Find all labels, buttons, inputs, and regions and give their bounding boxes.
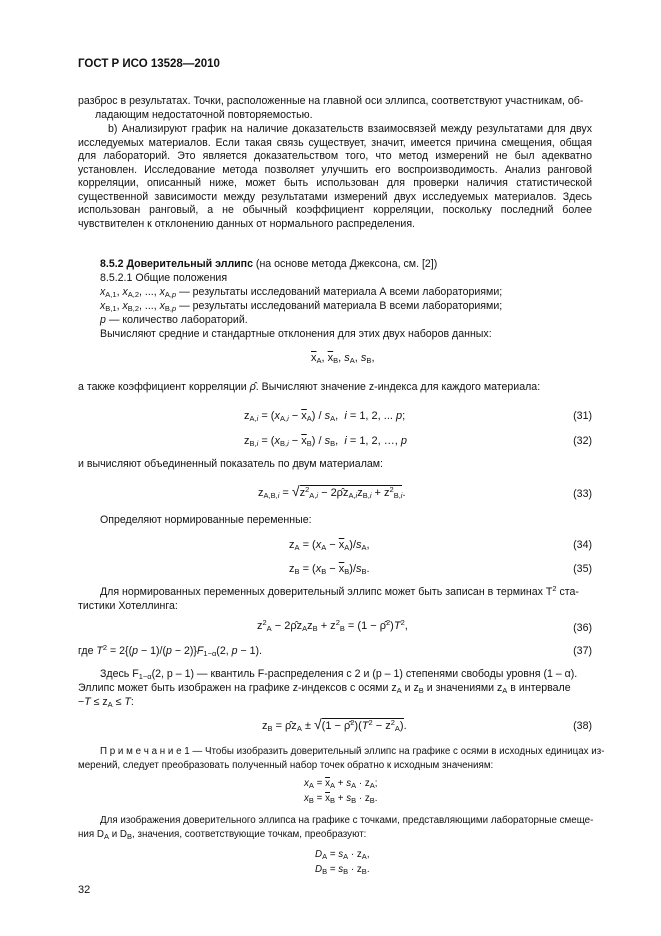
normalized-line: Определяют нормированные переменные: xyxy=(100,514,312,526)
equation-number: (35) xyxy=(573,563,592,575)
note-1-line-2: мерений, следует преобразовать полученный набор точек обратно к исходным значениям: xyxy=(78,760,494,771)
section-heading xyxy=(100,258,437,272)
page-number: 32 xyxy=(78,884,91,896)
definition-p: p — количество лабораторий. xyxy=(100,314,248,326)
formula-37-lead: где xyxy=(78,645,94,657)
section-heading-rest: (на основе метода Джексона, см. [2]) xyxy=(252,258,438,270)
back-transform-b: $x_B = \overline{x}_B + s_B \cdot z_B$. xyxy=(304,793,378,805)
quantile-line-2: Эллипс может быть изображен на графике z-индексов с осями $z_A$ и $z_B$ и значениями $z_A$ в интервале xyxy=(78,682,571,695)
equation-number: (34) xyxy=(573,539,592,551)
paragraph-line: ладающим недостаточной повторяемостью. xyxy=(95,109,313,121)
definition-b-text: — результаты исследований материала В всеми лабораториями; xyxy=(176,300,503,312)
equation-number: (32) xyxy=(573,435,592,447)
ellipse-line-1-text: Для нормированных переменных доверительный эллипс может быть записан в терминах T xyxy=(100,586,553,598)
definition-b: $x_{B,1}$, $x_{B,2}$, ..., $x_{B,p}$ — результаты исследований материала В всеми лабораториями; xyxy=(100,300,503,313)
equation-number: (38) xyxy=(573,720,592,732)
equation-number: (31) xyxy=(573,410,592,422)
section-number: 8.5.2 Доверительный эллипс xyxy=(100,258,253,270)
quantile-line-2-end: в интервале xyxy=(507,682,571,694)
corr-line: а также коэффициент корреляции ρ̂. Вычисляют значение z-индекса для каждого материала: xyxy=(78,381,541,393)
formula-38: $z_B$ = $\rhôz_A \pm √(1$ − $\rhô^2)(T^2 - z^2_A)$. xyxy=(262,716,407,733)
subsection-heading: 8.5.2.1 Общие положения xyxy=(100,272,228,284)
ellipse-line-2: тистики Хотеллинга: xyxy=(78,600,178,612)
equation-number: (37) xyxy=(573,645,592,657)
bias-formula-a: $D_A = s_A \cdot z_A$, xyxy=(315,849,370,861)
definition-p-text: — количество лабораторий. xyxy=(105,314,248,326)
interval-line: $-T \le z_A \le T$: xyxy=(78,696,134,709)
back-transform-a: $x_A = \overline{x}_A + s_A \cdot z_A$; xyxy=(304,778,378,790)
formula-36: $z^2_A$ − $2\rhôz_Az_B + z^2_B = (1$ − $\rhô^2)T^2$, xyxy=(257,618,408,633)
combined-line: и вычисляют объединенный показатель по двум материалам: xyxy=(78,458,383,470)
formula-35: $z_B = (x_B - \overline{x}_B)/s_B$. xyxy=(289,563,370,576)
equation-number: (36) xyxy=(573,622,592,634)
formula-34: $z_A = (x_A - \overline{x}_A)/s_A$, xyxy=(289,539,370,552)
quantile-line-1: Здесь $F_{1-\alpha}(2$, p – 1) — квантиль F-распределения с 2 и (p – 1) степенями свободы уровня (1 – α). xyxy=(100,668,578,681)
document-header: ГОСТ Р ИСО 13528—2010 xyxy=(78,58,220,70)
equation-number: (33) xyxy=(573,488,592,500)
formula-37: где $T^2 = 2\{(p - 1)/(p - 2)\}F_{1-\alpha}(2$, p − 1). xyxy=(78,643,262,658)
note-2-text-a: ния D xyxy=(78,829,104,840)
quantile-line-1-start: Здесь F xyxy=(100,668,139,680)
formula-32: $z_{B,i} = (x_{B,i} - \overline{x}_B) / s_B$, i = 1, 2, …, p xyxy=(244,435,408,448)
paragraph-line: разброс в результатах. Точки, расположенные на главной оси эллипса, соответствуют участникам, об- xyxy=(78,95,584,107)
corr-line-text-2: . Вычисляют значение z-индекса для каждого материала: xyxy=(255,381,541,393)
formula-33: $z_{A,B,i} = √z^2_{A,i}$ − $2\rhôz_{A,i}z_{B,i} + z^2_{B,i}$. xyxy=(258,483,406,500)
quantile-line-2-start: Эллипс может быть изображен на графике z-индексов с осями z xyxy=(78,682,397,694)
note-2-text-c: , значения, соответствующие точкам, преобразуют: xyxy=(132,829,367,840)
note-2-line-2: ния $D_A$ и $D_B$, значения, соответствующие точкам, преобразуют: xyxy=(78,829,367,841)
bias-formula-b: $D_B = s_B \cdot z_B$. xyxy=(315,864,370,876)
note-2-line-1: Для изображения доверительного эллипса на графике с точками, представляющими лабораторные смеще- xyxy=(100,815,594,826)
note-1-line-1: П р и м е ч а н и е 1 — Чтобы изобразить доверительный эллипс на графике с осями в исходных единицах из- xyxy=(100,746,605,757)
definition-a-text: — результаты исследований материала А всеми лабораториями; xyxy=(176,286,503,298)
quantile-line-1-rest: (2, p – 1) — квантиль F-распределения с 2 и (p – 1) степенями свободы уровня (1 – α). xyxy=(151,668,578,680)
calc-line: Вычисляют средние и стандартные отклонения для этих двух наборов данных: xyxy=(100,328,492,340)
definition-a: $x_{A,1}$, $x_{A,2}$, ..., $x_{A,p}$ — результаты исследований материала А всеми лабораториями; xyxy=(100,286,503,299)
quantile-line-2-mid2: и значениями z xyxy=(423,682,503,694)
formula-31: $z_{A,i} = (x_{A,i} - \overline{x}_A) / s_A$, i = 1, 2, ... p; xyxy=(244,410,406,423)
note-2-text-b: и D xyxy=(109,829,128,840)
paragraph-b: b) Анализируют график на наличие доказательств взаимосвязей между результатами для двух исследуемых материалов. Если такая связь существует, значит, имеется причина смещения, общая для лабораторий. Это является доказательством того, что метод измерений не был адекватно установлен. Исследование метода позволяет улучшить его воспроизводимость. Анализ ранговой корреляции, описанный ниже, может быть использован для проверки наличия статистической существенной зависимости между результатами измерений двух исследуемых материалов. Здесь использован ранговый, а не обычный коэффициент корреляции, поскольку последний более чувствителен к отклонению данных от нормального распределения. xyxy=(78,123,592,230)
ellipse-line-1: Для нормированных переменных доверительный эллипс может быть записан в терминах $T^2$ ста- xyxy=(100,584,579,598)
means-formula: $\overline{x}_A$, $\overline{x}_B$, $s_A$, $s_B$, xyxy=(311,352,375,365)
ellipse-line-1-end: ста- xyxy=(556,586,579,598)
corr-line-text: а также коэффициент корреляции xyxy=(78,381,250,393)
quantile-line-2-mid: и z xyxy=(401,682,419,694)
